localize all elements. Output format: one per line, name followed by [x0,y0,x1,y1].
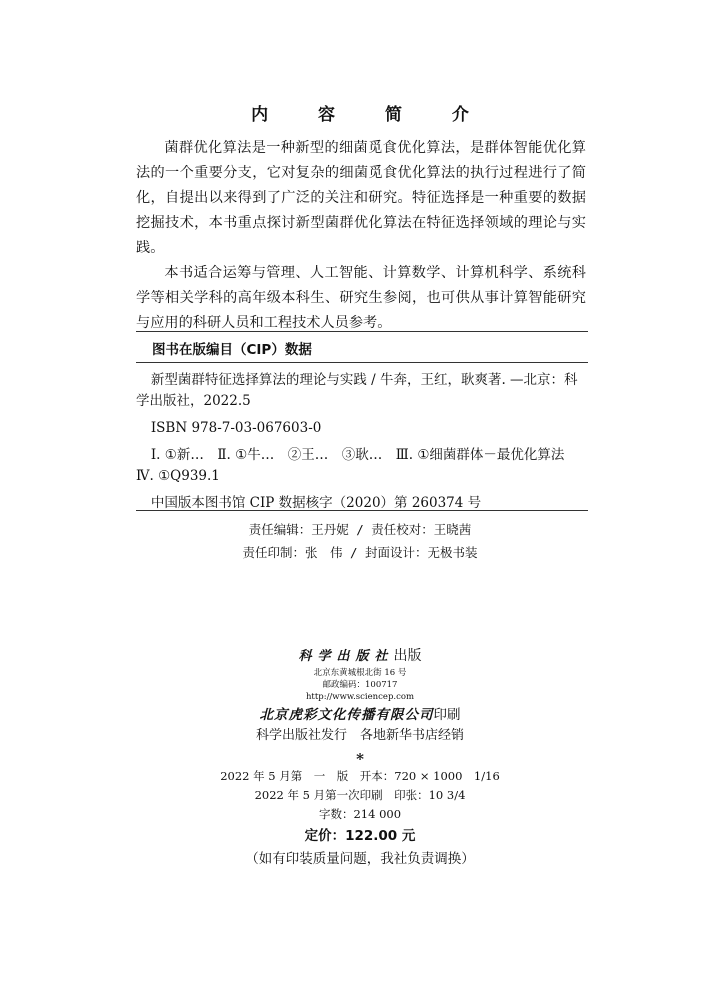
cip-verification: 中国版本图书馆 CIP 数据核字（2020）第 260374 号 [150,495,482,511]
summary-paragraph-2: 本书适合运筹与管理、人工智能、计算数学、计算机科学、系统科学等相关学科的高年级本科生、研究生参阅，也可供从事计算智能研究与应用的科研人员和工程技术人员参考。 [136,265,586,331]
printer-suffix: 印刷 [433,707,461,723]
colophon [0,646,720,870]
summary-body [136,136,586,336]
printer-name: 北京虎彩文化传播有限公司 [259,707,434,723]
cip-top-rule [136,331,588,332]
credits-print-line: 责任印制：张 伟 / 封面设计：无极书装 [242,545,478,560]
cip-title-rule [136,362,588,363]
printer-line [0,705,720,725]
summary-heading: 内 容 简 介 [251,105,491,125]
price: 定价：122.00 元 [304,828,416,844]
cip-block [136,370,584,520]
summary-paragraph-1: 菌群优化算法是一种新型的细菌觅食优化算法，是群体智能优化算法的一个重要分支，它对复杂的细菌觅食优化算法的执行过程进行了简化，自提出以来得到了广泛的关注和研究。特征选择是一种重要的数据挖掘技术，本书重点探讨新型菌群优化算法在特征选择领域的理论与实践。 [136,140,586,256]
publisher-address: 北京东黄城根北街 16 号 [313,668,407,678]
cip-isbn: ISBN 978-7-03-067603-0 [150,420,322,436]
cip-record: 新型菌群特征选择算法的理论与实践 / 牛奔，王红，耿爽著. —北京：科学出版社，2022.5 [136,372,578,409]
publisher-website: http://www.sciencep.com [305,692,415,702]
publisher-suffix: 出版 [393,648,422,664]
quality-notice: （如有印装质量问题，我社负责调换） [245,851,475,867]
credits [0,518,720,564]
separator-star: * [356,750,364,768]
cip-title: 图书在版编目（CIP）数据 [152,342,312,358]
cip-classification: Ⅰ. ①新… Ⅱ. ①牛… ②王… ③耿… Ⅲ. ①细菌群体－最优化算法 Ⅳ. ①Q939.1 [136,447,578,484]
publisher-name: 科学出版社 [298,649,394,664]
publisher-line [0,646,720,667]
edition-line: 2022 年 5 月第 一 版 开本：720 × 1000 1/16 [220,769,500,783]
credits-editor-line: 责任编辑：王丹妮 / 责任校对：王晓茜 [248,522,472,537]
distribution-line: 科学出版社发行 各地新华书店经销 [255,728,464,743]
printing-line: 2022 年 5 月第一次印刷 印张：10 3/4 [254,788,466,802]
word-count: 字数：214 000 [318,807,402,821]
cip-bottom-rule [136,510,588,511]
publisher-postcode: 邮政编码：100717 [322,680,398,690]
